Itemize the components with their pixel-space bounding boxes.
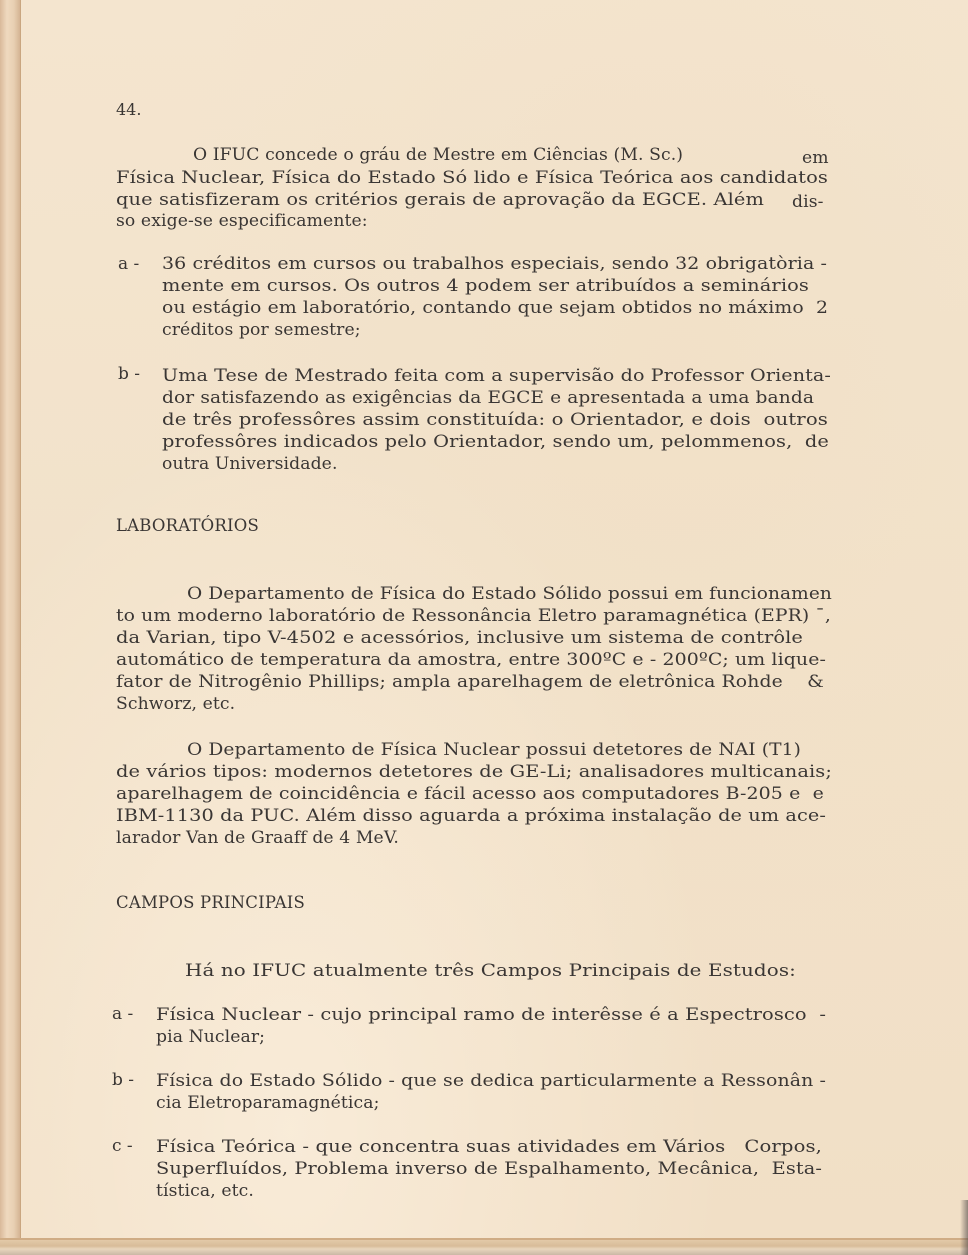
item-label: a - — [112, 1004, 134, 1024]
binding-line — [20, 0, 21, 1255]
paragraph-line: larador Van de Graaff de 4 MeV. — [116, 828, 399, 848]
intro-line: Física Nuclear, Física do Estado Só lido e Física Teórica aos candidatos — [116, 168, 828, 188]
item-label: c - — [112, 1136, 133, 1156]
item-line: cia Eletroparamagnética; — [156, 1093, 380, 1113]
bottom-page-edge — [0, 1240, 968, 1255]
item-line: créditos por semestre; — [162, 320, 361, 340]
item-line: pia Nuclear; — [156, 1027, 266, 1047]
paragraph-line: da Varian, tipo V-4502 e acessórios, inclusive um sistema de contrôle — [116, 628, 804, 648]
item-line: tística, etc. — [156, 1181, 254, 1201]
paragraph-line: aparelhagem de coincidência e fácil acesso aos computadores B-205 e e — [116, 784, 825, 804]
item-label: b - — [112, 1070, 135, 1090]
paragraph-line: to um moderno laboratório de Ressonância Eletro paramagnética (EPR) ¯, — [116, 606, 831, 626]
campos-intro: Há no IFUC atualmente três Campos Principais de Estudos: — [185, 961, 796, 981]
corner-shadow — [960, 1200, 968, 1255]
paragraph-line: IBM-1130 da PUC. Além disso aguarda a próxima instalação de um ace- — [116, 806, 827, 826]
paragraph-line: fator de Nitrogênio Phillips; ampla aparelhagem de eletrônica Rohde & — [116, 672, 824, 692]
paragraph-line: O Departamento de Física do Estado Sólido possui em funcionamen — [187, 584, 832, 604]
item-line: de três professôres assim constituída: o Orientador, e dois outros — [162, 410, 829, 430]
intro-line: so exige-se especificamente: — [116, 211, 368, 231]
intro-line: que satisfizeram os critérios gerais de aprovação da EGCE. Além — [116, 190, 764, 210]
item-line: Superfluídos, Problema inverso de Espalhamento, Mecânica, Esta- — [156, 1159, 823, 1179]
section-heading-laboratorios: LABORATÓRIOS — [116, 516, 259, 535]
item-label: b - — [118, 364, 141, 384]
intro-line: dis- — [792, 192, 824, 212]
item-line: dor satisfazendo as exigências da EGCE e apresentada a uma banda — [162, 388, 815, 408]
item-line: Física Teórica - que concentra suas atividades em Vários Corpos, — [156, 1137, 823, 1157]
item-line: professôres indicados pelo Orientador, sendo um, pelommenos, de — [162, 432, 829, 452]
intro-line: em — [802, 148, 829, 168]
item-line: outra Universidade. — [162, 454, 338, 474]
section-heading-campos-principais: CAMPOS PRINCIPAIS — [116, 893, 305, 912]
item-line: ou estágio em laboratório, contando que sejam obtidos no máximo 2 — [162, 298, 829, 318]
page-number: 44. — [116, 100, 142, 119]
item-line: mente em cursos. Os outros 4 podem ser atribuídos a seminários — [162, 276, 809, 296]
page-binding-edge — [0, 0, 20, 1255]
paragraph-line: de vários tipos: modernos detetores de GE-Li; analisadores multicanais; — [116, 762, 833, 782]
paragraph-line: automático de temperatura da amostra, entre 300ºC e - 200ºC; um lique- — [116, 650, 827, 670]
item-line: Física Nuclear - cujo principal ramo de interêsse é a Espectrosco - — [156, 1005, 827, 1025]
item-line: Física do Estado Sólido - que se dedica particularmente a Ressonân - — [156, 1071, 827, 1091]
paragraph-line: O Departamento de Física Nuclear possui detetores de NAI (T1) — [187, 740, 801, 760]
paragraph-line: Schworz, etc. — [116, 694, 236, 714]
item-line: Uma Tese de Mestrado feita com a supervisão do Professor Orienta- — [162, 366, 832, 386]
item-label: a - — [118, 254, 140, 274]
intro-line: O IFUC concede o gráu de Mestre em Ciências (M. Sc.) — [193, 145, 684, 165]
item-line: 36 créditos em cursos ou trabalhos especiais, sendo 32 obrigatòria - — [162, 254, 828, 274]
